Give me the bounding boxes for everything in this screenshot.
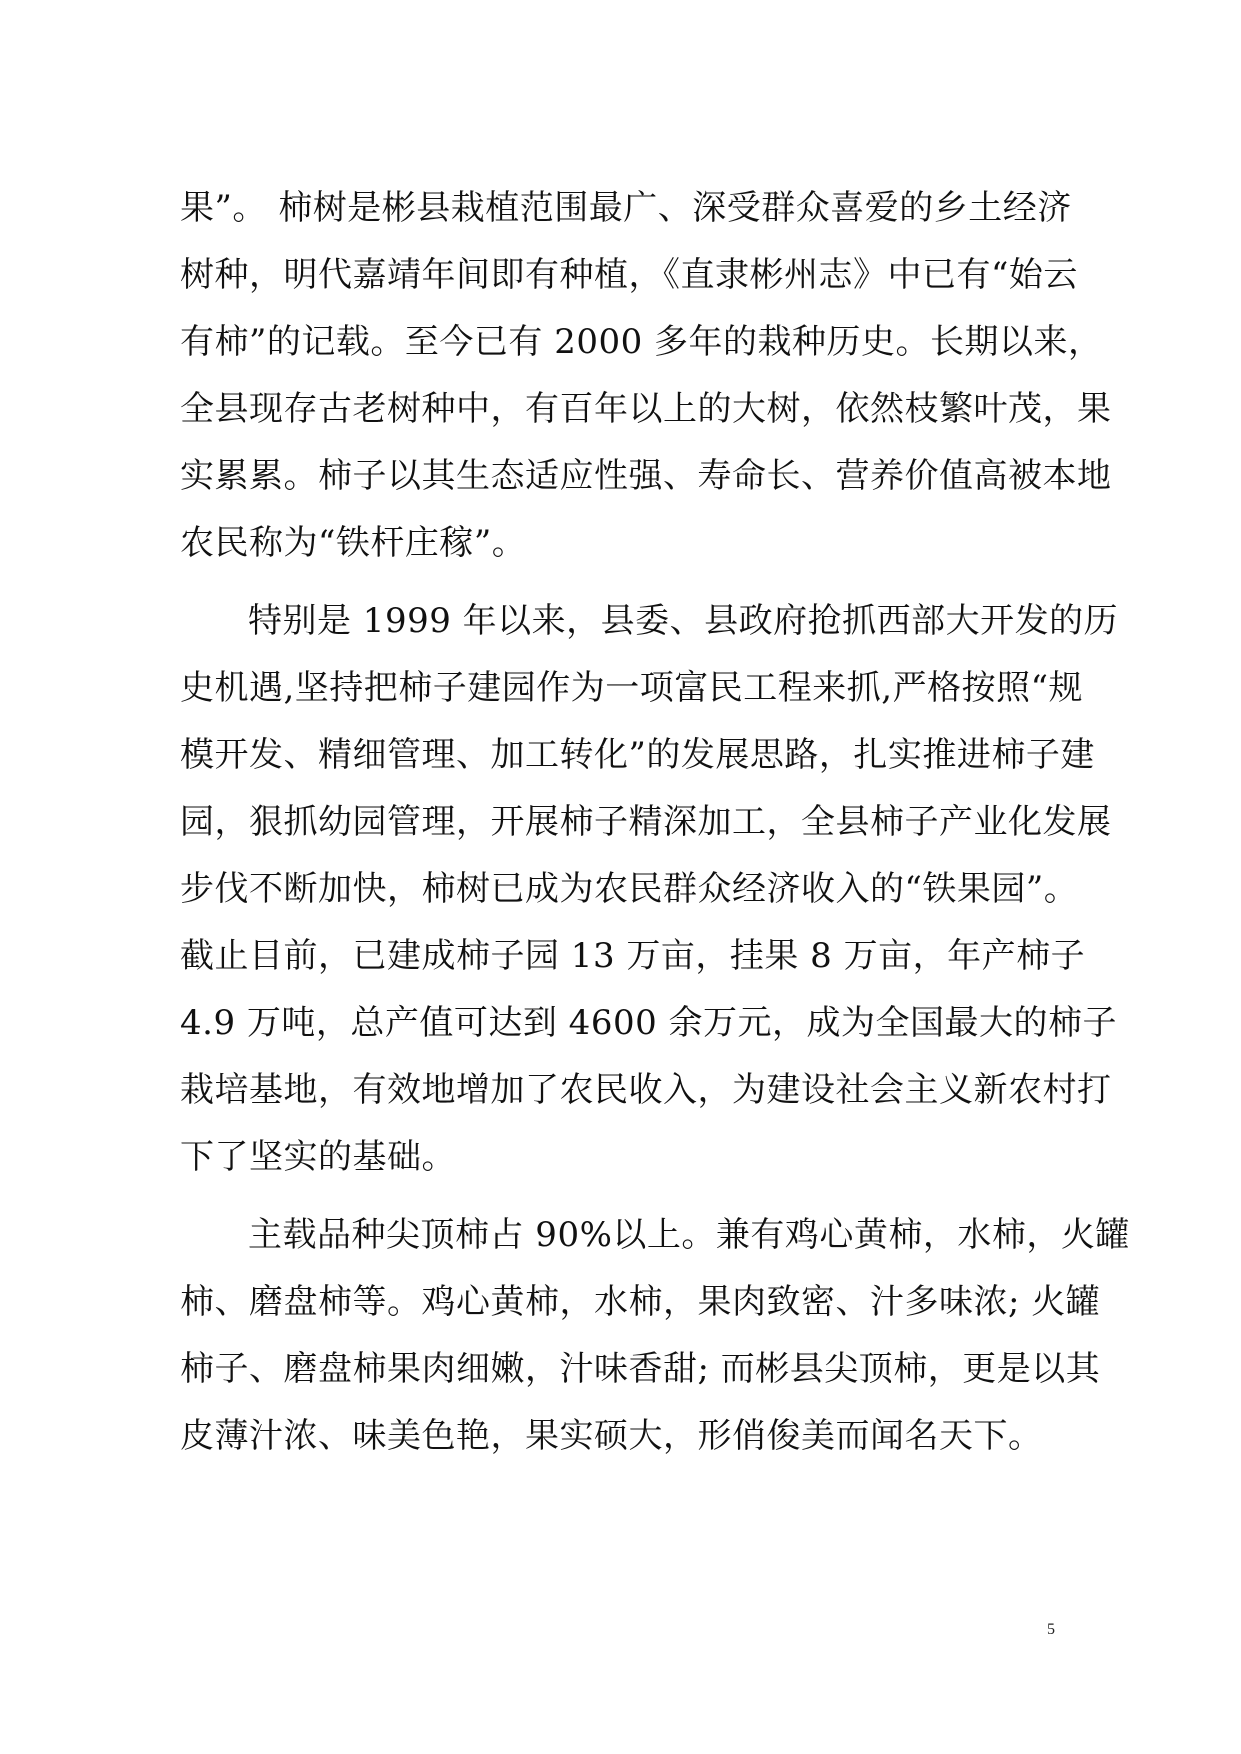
text-line: 树种，明代嘉靖年间即有种植，《直隶彬州志》中已有“始云 (180, 255, 1078, 295)
page-number: 5 (1047, 1621, 1055, 1638)
text-line: 下了坚实的基础。 (180, 1137, 456, 1177)
text-line: 全县现存古老树种中，有百年以上的大树，依然枝繁叶茂，果 (180, 389, 1112, 429)
paragraph-first-line: 主载品种尖顶柿占 90%以上。兼有鸡心黄柿，水柿，火罐 (248, 1215, 1130, 1255)
text-line: 史机遇,坚持把柿子建园作为一项富民工程来抓,严格按照“规 (180, 668, 1083, 708)
text-line: 柿子、磨盘柿果肉细嫩，汁味香甜; 而彬县尖顶柿，更是以其 (180, 1349, 1101, 1389)
text-line: 柿、磨盘柿等。鸡心黄柿，水柿，果肉致密、汁多味浓; 火罐 (180, 1282, 1101, 1322)
text-line: 皮薄汁浓、味美色艳，果实硕大，形俏俊美而闻名天下。 (180, 1416, 1043, 1456)
text-line: 有柿”的记载。至今已有 2000 多年的栽种历史。长期以来， (180, 322, 1103, 362)
text-line: 截止目前，已建成柿子园 13 万亩，挂果 8 万亩，年产柿子 (180, 936, 1086, 976)
paragraph-first-line: 特别是 1999 年以来，县委、县政府抢抓西部大开发的历 (248, 601, 1119, 641)
text-line: 果”。 柿树是彬县栽植范围最广、深受群众喜爱的乡土经济 (180, 188, 1072, 228)
text-line: 栽培基地，有效地增加了农民收入，为建设社会主义新农村打 (180, 1070, 1112, 1110)
text-line: 模开发、精细管理、加工转化”的发展思路，扎实推进柿子建 (180, 735, 1095, 775)
text-line: 农民称为“铁杆庄稼”。 (180, 523, 527, 563)
text-line: 实累累。柿子以其生态适应性强、寿命长、营养价值高被本地 (180, 456, 1112, 496)
text-line: 园，狠抓幼园管理，开展柿子精深加工，全县柿子产业化发展 (180, 802, 1112, 842)
text-line: 步伐不断加快，柿树已成为农民群众经济收入的“铁果园”。 (180, 869, 1079, 909)
text-line: 4.9 万吨，总产值可达到 4600 余万元，成为全国最大的柿子 (180, 1003, 1118, 1043)
